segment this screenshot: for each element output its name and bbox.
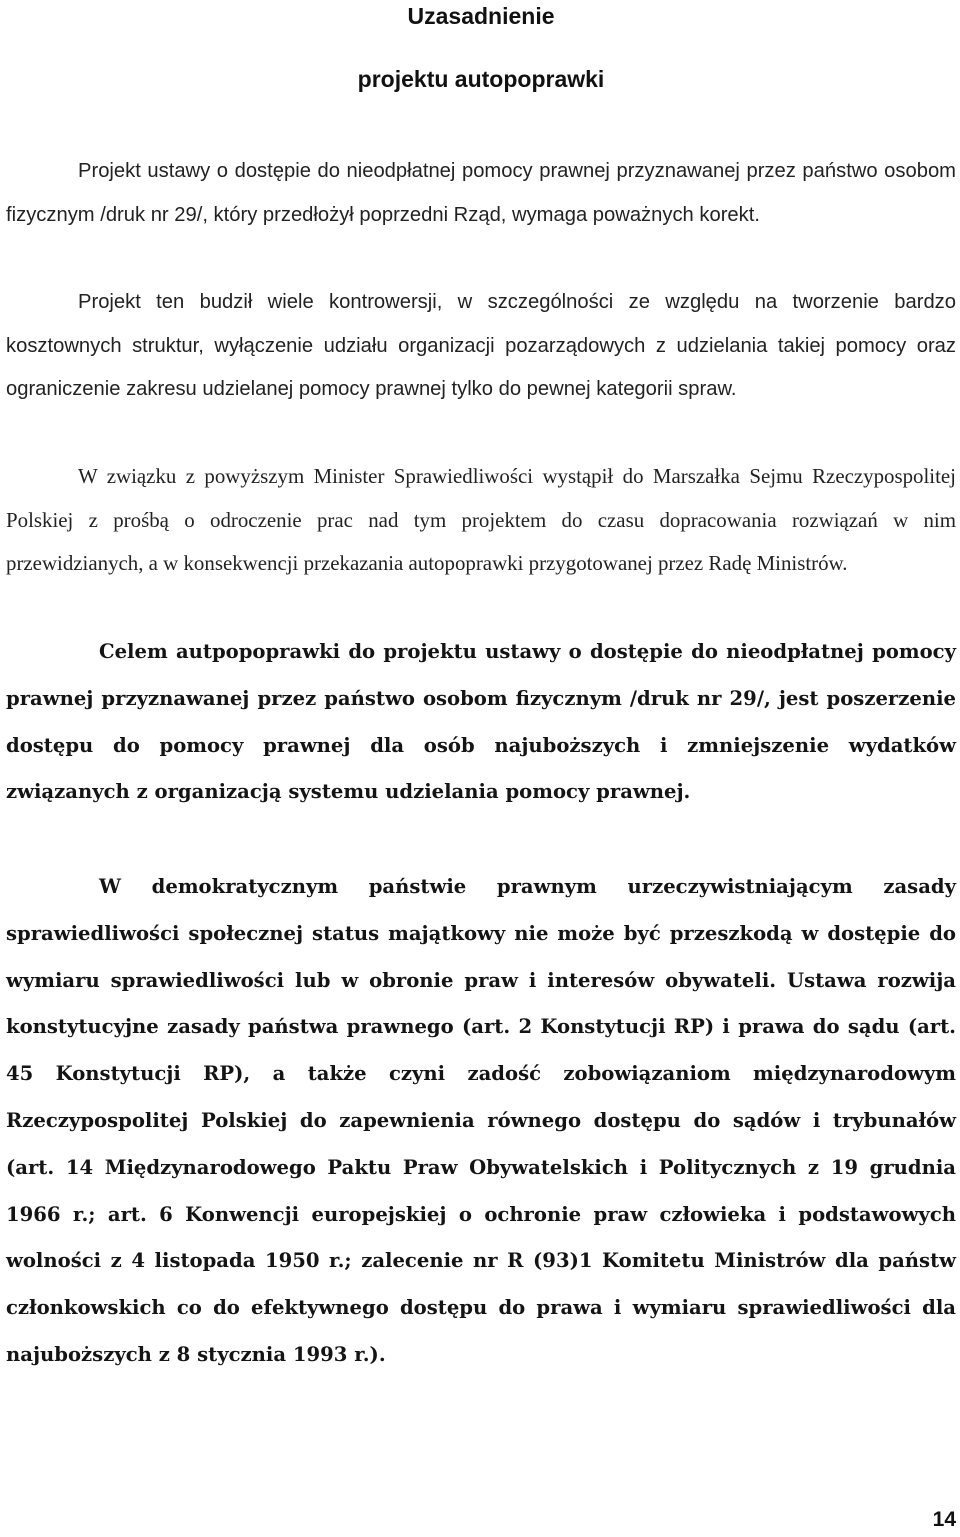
paragraph-5: W demokratycznym państwie prawnym urzeczywistniającym zasady sprawiedliwości społecznej status majątkowy nie może być przeszkodą w dostępie do wymiaru sprawiedliwości lub w obronie praw i interesów obywateli. Ustawa rozwija konstytucyjne zasady państwa prawnego (art. 2 Konstytucji RP) i prawa do sądu (art. 45 Konstytucji RP), a także czyni zadość zobowiązaniom międzynarodowym Rzeczypospolitej Polskiej do zapewnienia równego dostępu do sądów i trybunałów (art. 14 Międzynarodowego Paktu Praw Obywatelskich i Politycznych z 19 grudnia 1966 r.; art. 6 Konwencji europejskiej o ochronie praw człowieka i podstawowych wolności z 4 listopada 1950 r.; zalecenie nr R (93)1 Komitetu Ministrów dla państw członkowskich co do efektywnego dostępu do prawa i wymiaru sprawiedliwości dla najuboższych z 8 stycznia 1993 r.). [6,875,956,1366]
paragraph-3: W związku z powyższym Minister Sprawiedliwości wystąpił do Marszałka Sejmu Rzeczypospolitej Polskiej z prośbą o odroczenie prac nad tym projektem do czasu dopracowania rozwiązań w nim przewidzianych, a w konsekwencji przekazania autopoprawki przygotowanej przez Radę Ministrów. [6,464,956,575]
document-title: Uzasadnienie [407,3,555,29]
page-number: 14 [932,1508,956,1531]
paragraph-1: Projekt ustawy o dostępie do nieodpłatnej pomocy prawnej przyznawanej przez państwo osobom fizycznym /druk nr 29/, który przedłożył poprzedni Rząd, wymaga poważnych korekt. [6,160,956,226]
paragraph-2: Projekt ten budził wiele kontrowersji, w szczególności ze względu na tworzenie bardzo kosztownych struktur, wyłączenie udziału organizacji pozarządowych z udzielania takiej pomocy oraz ograniczenie zakresu udzielanej pomocy prawnej tylko do pewnej kategorii spraw. [6,291,956,400]
paragraph-4: Celem autpopoprawki do projektu ustawy o dostępie do nieodpłatnej pomocy prawnej przyznawanej przez państwo osobom fizycznym /druk nr 29/, jest poszerzenie dostępu do pomocy prawnej dla osób najuboższych i zmniejszenie wydatków związanych z organizacją systemu udzielania pomocy prawnej. [6,640,956,804]
document-subtitle: projektu autopoprawki [357,66,605,92]
